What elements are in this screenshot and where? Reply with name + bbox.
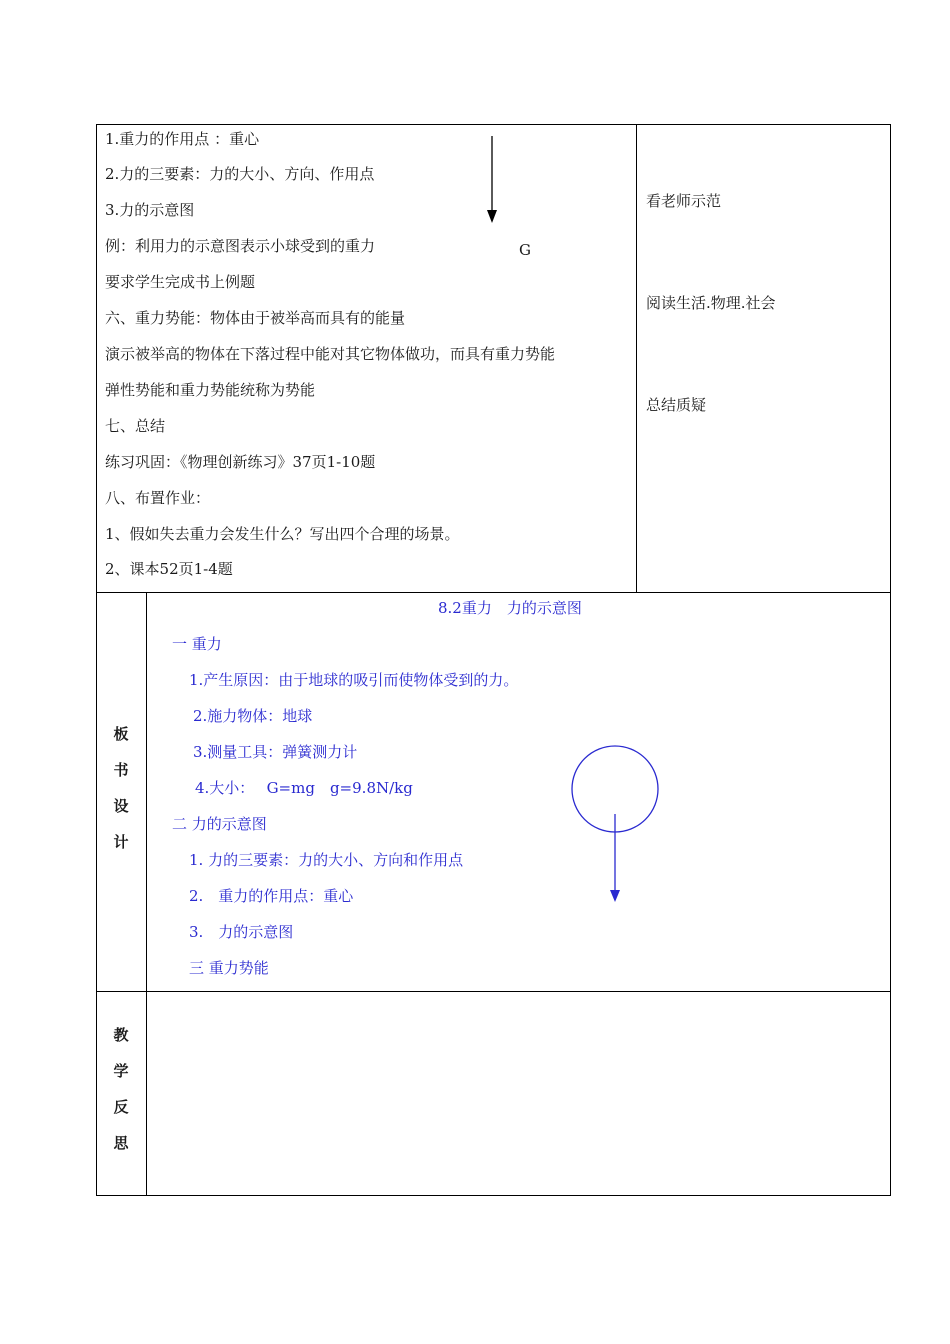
board-label-4: 计: [113, 833, 129, 851]
process-line-5: 要求学生完成书上例题: [105, 273, 256, 291]
table-top-border: [96, 124, 891, 125]
process-line-3: 3.力的示意图: [105, 201, 195, 219]
activity-read: 阅读生活.物理.社会: [646, 294, 776, 312]
process-line-10: 练习巩固：《物理创新练习》37页1-10题: [105, 453, 376, 471]
row-divider-2: [96, 991, 891, 992]
gravity-force-arrowhead: [610, 890, 620, 902]
table-bottom-border: [96, 1195, 891, 1196]
board-line-5: 4.大小： G=mg g=9.8N/kg: [195, 779, 413, 797]
board-line-2: 1.产生原因：由于地球的吸引而使物体受到的力。: [189, 671, 519, 689]
process-line-7: 演示被举高的物体在下落过程中能对其它物体做功，而具有重力势能: [105, 345, 556, 363]
process-line-8: 弹性势能和重力势能统称为势能: [105, 381, 316, 399]
process-column-divider: [636, 124, 637, 592]
board-title: 8.2重力 力的示意图: [438, 599, 582, 617]
row-divider-1: [96, 592, 891, 593]
process-line-1: 1.重力的作用点 ：重心: [105, 130, 260, 148]
board-line-10: 三 重力势能: [189, 959, 269, 977]
process-line-9: 七、总结: [105, 417, 166, 435]
process-line-4: 例：利用力的示意图表示小球受到的重力: [105, 237, 376, 255]
board-line-1: 一 重力: [172, 635, 222, 653]
board-line-3: 2.施力物体：地球: [193, 707, 313, 725]
reflection-label-4: 思: [113, 1134, 129, 1152]
board-label-1: 板: [113, 725, 129, 743]
table-right-border: [890, 124, 891, 1196]
label-column-divider: [146, 592, 147, 1196]
gravity-arrow-label: G: [519, 241, 531, 259]
board-line-8: 2. 重力的作用点：重心: [189, 887, 354, 905]
reflection-label-1: 教: [113, 1026, 129, 1044]
reflection-label-3: 反: [113, 1098, 129, 1116]
gravity-arrow-figure: [480, 134, 510, 229]
board-line-4: 3.测量工具：弹簧测力计: [193, 743, 358, 761]
board-label-3: 设: [113, 797, 129, 815]
process-line-12: 1、假如失去重力会发生什么？写出四个合理的场景。: [105, 525, 460, 543]
board-line-7: 1. 力的三要素：力的大小、方向和作用点: [189, 851, 464, 869]
process-line-11: 八、布置作业：: [105, 489, 211, 507]
process-line-13: 2、课本52页1-4题: [105, 560, 233, 578]
board-line-6: 二 力的示意图: [172, 815, 267, 833]
process-line-2: 2.力的三要素：力的大小、方向、作用点: [105, 165, 375, 183]
process-line-6: 六、重力势能：物体由于被举高而具有的能量: [105, 309, 406, 327]
ball-gravity-diagram: [568, 740, 668, 910]
board-line-9: 3. 力的示意图: [189, 923, 294, 941]
activity-summarize: 总结质疑: [646, 396, 707, 414]
reflection-label-2: 学: [113, 1062, 129, 1080]
activity-watch-demo: 看老师示范: [646, 192, 722, 210]
board-label-2: 书: [113, 761, 129, 779]
